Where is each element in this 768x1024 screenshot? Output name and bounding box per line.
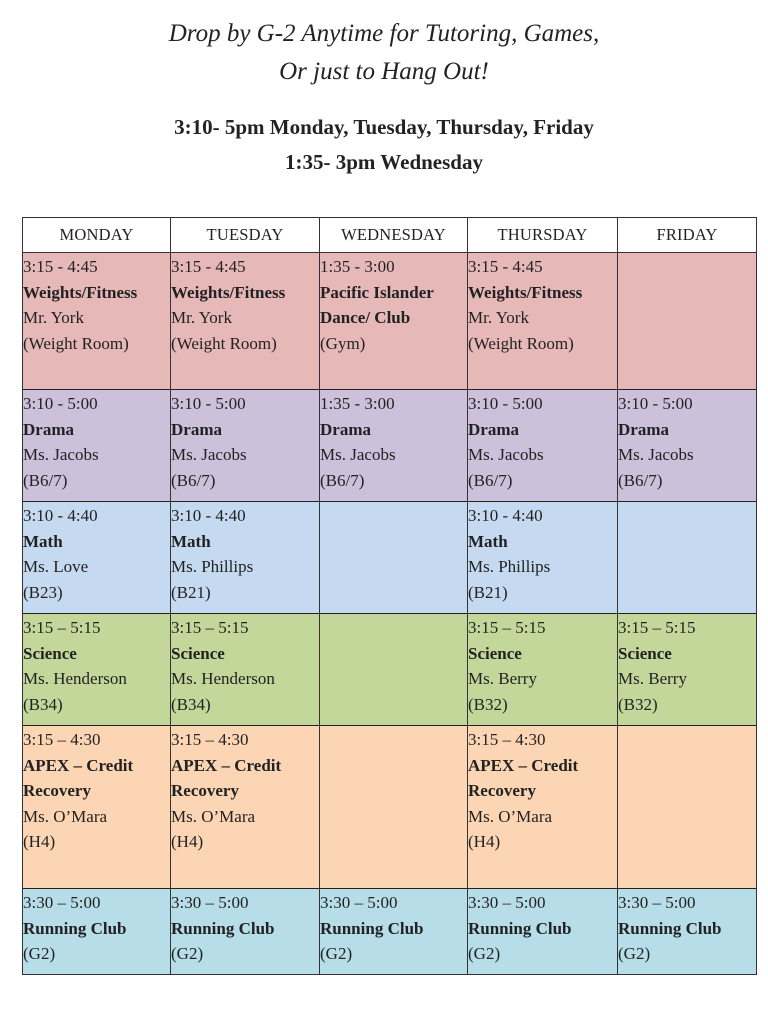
activity-instructor: Ms. Berry bbox=[618, 669, 687, 688]
activity-time: 3:15 – 4:30 bbox=[468, 730, 546, 749]
activity-name: Science bbox=[23, 643, 77, 663]
activity-room: (B6/7) bbox=[171, 470, 216, 490]
activity-cell-friday bbox=[618, 889, 757, 975]
day-header-thursday: THURSDAY bbox=[468, 218, 618, 253]
activity-room: (Gym) bbox=[320, 333, 366, 353]
activity-room: (B34) bbox=[171, 694, 211, 714]
day-header-row bbox=[23, 218, 757, 253]
schedule-table bbox=[22, 217, 757, 975]
activity-room: (G2) bbox=[320, 944, 353, 963]
activity-name: APEX – Credit Recovery bbox=[171, 755, 282, 800]
activity-cell-tuesday bbox=[171, 726, 320, 889]
day-header-friday: FRIDAY bbox=[618, 218, 757, 253]
activity-time: 3:10 - 5:00 bbox=[171, 394, 246, 413]
activity-room: (B6/7) bbox=[320, 470, 365, 490]
activity-cell-friday bbox=[618, 253, 757, 390]
activity-room: (B6/7) bbox=[618, 470, 663, 490]
activity-room: (B32) bbox=[618, 694, 658, 714]
activity-room: (B21) bbox=[171, 582, 211, 602]
activity-name: Weights/Fitness bbox=[171, 282, 286, 302]
activity-room: (Weight Room) bbox=[23, 333, 129, 353]
activity-name: Running Club bbox=[618, 918, 722, 938]
activity-room: (B23) bbox=[23, 582, 63, 602]
activity-name: APEX – Credit Recovery bbox=[468, 755, 579, 800]
activity-room: (G2) bbox=[23, 944, 56, 963]
activity-time: 3:30 – 5:00 bbox=[618, 893, 696, 912]
activity-time: 3:15 - 4:45 bbox=[23, 257, 98, 276]
activity-time: 3:30 – 5:00 bbox=[171, 893, 249, 912]
activity-time: 3:15 – 4:30 bbox=[171, 730, 249, 749]
activity-time: 3:15 – 5:15 bbox=[468, 618, 546, 637]
activity-cell-tuesday bbox=[171, 889, 320, 975]
activity-room: (H4) bbox=[468, 832, 501, 851]
flyer-headline: Drop by G-2 Anytime for Tutoring, Games, bbox=[168, 20, 600, 47]
activity-time: 3:15 – 4:30 bbox=[23, 730, 101, 749]
activity-name: Science bbox=[171, 643, 225, 663]
activity-instructor: Ms. Phillips bbox=[468, 557, 551, 576]
activity-cell-wednesday bbox=[320, 726, 468, 889]
activity-instructor: Ms. Jacobs bbox=[468, 445, 544, 464]
activity-cell-wednesday bbox=[320, 253, 468, 390]
activity-name: Drama bbox=[171, 419, 222, 439]
activity-room: (Weight Room) bbox=[171, 333, 277, 353]
activity-name: Weights/Fitness bbox=[468, 282, 583, 302]
activity-time: 3:30 – 5:00 bbox=[23, 893, 101, 912]
activity-cell-monday bbox=[23, 889, 171, 975]
activity-name: Science bbox=[618, 643, 672, 663]
activity-instructor: Ms. O’Mara bbox=[23, 806, 108, 826]
day-header-tuesday: TUESDAY bbox=[171, 218, 320, 253]
activity-time: 1:35 - 3:00 bbox=[320, 257, 395, 276]
activity-name: APEX – Credit Recovery bbox=[23, 755, 134, 800]
activity-cell-friday bbox=[618, 614, 757, 726]
activity-cell-wednesday bbox=[320, 502, 468, 614]
activity-instructor: Ms. Henderson bbox=[171, 669, 275, 688]
activity-cell-friday bbox=[618, 502, 757, 614]
activity-cell-friday bbox=[618, 726, 757, 889]
activity-cell-monday bbox=[23, 390, 171, 502]
activity-time: 3:10 - 4:40 bbox=[23, 506, 98, 525]
activity-name: Running Club bbox=[171, 918, 275, 938]
activity-instructor: Ms. Jacobs bbox=[23, 445, 99, 464]
activity-room: (G2) bbox=[171, 944, 204, 963]
activity-cell-friday bbox=[618, 390, 757, 502]
activity-cell-thursday bbox=[468, 614, 618, 726]
activity-instructor: Ms. O’Mara bbox=[468, 806, 553, 826]
activity-cell-thursday bbox=[468, 390, 618, 502]
activity-room: (H4) bbox=[171, 832, 204, 851]
activity-time: 3:15 - 4:45 bbox=[468, 257, 543, 276]
activity-row bbox=[23, 502, 757, 614]
activity-time: 3:10 - 5:00 bbox=[618, 394, 693, 413]
activity-time: 3:10 - 4:40 bbox=[468, 506, 543, 525]
activity-time: 1:35 - 3:00 bbox=[320, 394, 395, 413]
activity-room: (G2) bbox=[468, 944, 501, 963]
activity-room: (B6/7) bbox=[23, 470, 68, 490]
activity-cell-tuesday bbox=[171, 253, 320, 390]
activity-name: Math bbox=[468, 531, 508, 551]
activity-room: (H4) bbox=[23, 832, 56, 851]
activity-time: 3:15 – 5:15 bbox=[171, 618, 249, 637]
activity-instructor: Ms. Love bbox=[23, 557, 89, 576]
hours-weekdays: 3:10- 5pm Monday, Tuesday, Thursday, Friday bbox=[174, 115, 594, 139]
activity-instructor: Ms. Phillips bbox=[171, 557, 254, 576]
activity-instructor: Mr. York bbox=[171, 308, 232, 327]
activity-row bbox=[23, 390, 757, 502]
activity-time: 3:15 - 4:45 bbox=[171, 257, 246, 276]
activity-cell-monday bbox=[23, 726, 171, 889]
activity-cell-tuesday bbox=[171, 614, 320, 726]
activity-cell-wednesday bbox=[320, 889, 468, 975]
activity-cell-tuesday bbox=[171, 390, 320, 502]
day-header-monday: MONDAY bbox=[23, 218, 171, 253]
activity-instructor: Mr. York bbox=[468, 308, 529, 327]
activity-cell-thursday bbox=[468, 502, 618, 614]
activity-cell-wednesday bbox=[320, 390, 468, 502]
activity-time: 3:15 – 5:15 bbox=[23, 618, 101, 637]
activity-name: Science bbox=[468, 643, 522, 663]
activity-name: Drama bbox=[23, 419, 74, 439]
activity-row bbox=[23, 726, 757, 889]
activity-name: Drama bbox=[468, 419, 519, 439]
activity-cell-thursday bbox=[468, 253, 618, 390]
activity-room: (B32) bbox=[468, 694, 508, 714]
activity-name: Drama bbox=[320, 419, 371, 439]
day-header-wednesday: WEDNESDAY bbox=[320, 218, 468, 253]
activity-time: 3:30 – 5:00 bbox=[468, 893, 546, 912]
activity-time: 3:30 – 5:00 bbox=[320, 893, 398, 912]
activity-name: Running Club bbox=[23, 918, 127, 938]
activity-room: (B21) bbox=[468, 582, 508, 602]
activity-time: 3:10 - 5:00 bbox=[468, 394, 543, 413]
activity-cell-thursday bbox=[468, 726, 618, 889]
activity-cell-monday bbox=[23, 614, 171, 726]
activity-row bbox=[23, 889, 757, 975]
activity-row bbox=[23, 253, 757, 390]
activity-cell-monday bbox=[23, 502, 171, 614]
activity-name: Drama bbox=[618, 419, 669, 439]
activity-time: 3:15 – 5:15 bbox=[618, 618, 696, 637]
activity-instructor: Ms. Berry bbox=[468, 669, 537, 688]
activity-row bbox=[23, 614, 757, 726]
activity-cell-monday bbox=[23, 253, 171, 390]
activity-instructor: Mr. York bbox=[23, 308, 84, 327]
activity-instructor: Ms. O’Mara bbox=[171, 806, 256, 826]
activity-instructor: Ms. Jacobs bbox=[320, 445, 396, 464]
activity-cell-wednesday bbox=[320, 614, 468, 726]
hours-wednesday: 1:35- 3pm Wednesday bbox=[285, 150, 483, 174]
activity-name: Math bbox=[23, 531, 63, 551]
activity-room: (G2) bbox=[618, 944, 651, 963]
schedule-body bbox=[23, 253, 757, 975]
activity-time: 3:10 - 4:40 bbox=[171, 506, 246, 525]
activity-instructor: Ms. Henderson bbox=[23, 669, 127, 688]
activity-cell-thursday bbox=[468, 889, 618, 975]
activity-name: Math bbox=[171, 531, 211, 551]
activity-name: Pacific Islander Dance/ Club bbox=[320, 282, 434, 327]
activity-time: 3:10 - 5:00 bbox=[23, 394, 98, 413]
activity-room: (B6/7) bbox=[468, 470, 513, 490]
activity-name: Weights/Fitness bbox=[23, 282, 138, 302]
activity-room: (Weight Room) bbox=[468, 333, 574, 353]
activity-name: Running Club bbox=[468, 918, 572, 938]
activity-room: (B34) bbox=[23, 694, 63, 714]
activity-instructor: Ms. Jacobs bbox=[618, 445, 694, 464]
activity-instructor: Ms. Jacobs bbox=[171, 445, 247, 464]
activity-name: Running Club bbox=[320, 918, 424, 938]
activity-cell-tuesday bbox=[171, 502, 320, 614]
flyer-subheadline: Or just to Hang Out! bbox=[279, 58, 489, 85]
